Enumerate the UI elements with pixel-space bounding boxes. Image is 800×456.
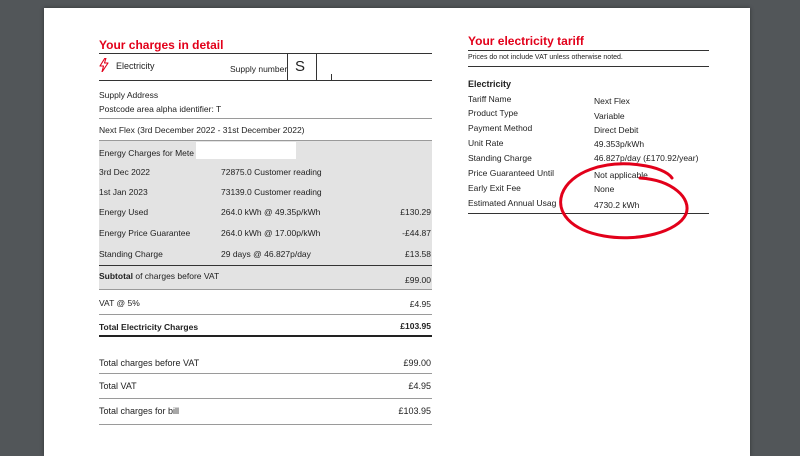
tariff-title: Your electricity tariff [468,34,584,48]
bill-page [44,8,750,456]
tariff-row-value: 46.827p/day (£170.92/year) [594,153,699,163]
tariff-row-label: Product Type [468,108,518,118]
summary-label: Total charges for bill [99,406,180,416]
tariff-row-value: Next Flex [594,96,630,106]
divider [99,314,432,315]
summary-amount: £99.00 [403,358,431,368]
row-label: 1st Jan 2023 [99,187,148,197]
postcode-label: Postcode area alpha identifier: T [99,104,222,114]
fuel-label: Electricity [116,61,155,71]
energy-charges-label: Energy Charges for Mete [99,148,194,158]
row-amount: -£44.87 [402,228,431,238]
divider [99,53,432,54]
tariff-row-value: None [594,184,615,194]
tariff-row-value: Variable [594,111,625,121]
row-label: 3rd Dec 2022 [99,167,151,177]
divider [99,424,432,425]
tariff-row-label: Payment Method [468,123,533,133]
tariff-row-label: Price Guaranteed Until [468,168,554,178]
divider [99,118,432,119]
tariff-row-label: Unit Rate [468,138,504,148]
supply-number-label: Supply number [230,64,288,74]
row-detail: 264.0 kWh @ 17.00p/kWh [221,228,321,238]
divider [468,66,709,67]
row-label: Energy Used [99,207,149,217]
redaction [196,142,296,159]
divider [99,265,432,266]
vat-label: VAT @ 5% [99,298,140,308]
tariff-section-heading: Electricity [468,79,512,89]
row-amount: £13.58 [405,249,431,259]
summary-amount: £4.95 [408,381,431,391]
vat-amount: £4.95 [409,299,431,309]
tariff-period: Next Flex (3rd December 2022 - 31st December 2022) [99,125,305,135]
row-amount: £130.29 [400,207,431,217]
divider [99,398,432,399]
lightning-bolt-icon [99,58,109,72]
row-detail: 264.0 kWh @ 49.35p/kWh [221,207,321,217]
divider [99,80,432,81]
subtotal-label-bold: Subtotal [99,271,133,281]
total-electricity-amount: £103.95 [400,321,431,331]
divider [99,289,432,290]
tariff-row-value: Not applicable [594,170,648,180]
summary-label: Total charges before VAT [99,358,200,368]
tariff-row-label: Estimated Annual Usag [468,198,557,208]
subtotal-amount: £99.00 [405,275,431,285]
summary-amount: £103.95 [398,406,431,416]
row-detail: 29 days @ 46.827p/day [221,249,311,259]
divider [468,213,709,214]
row-detail: 72875.0 Customer reading [221,167,322,177]
tariff-row-label: Tariff Name [468,94,512,104]
total-electricity-label: Total Electricity Charges [99,322,199,332]
tariff-row-label: Early Exit Fee [468,183,521,193]
tariff-row-value: 49.353p/kWh [594,139,645,149]
vat-note: Prices do not include VAT unless otherwise noted. [468,54,623,61]
divider [468,50,709,51]
tariff-row-value: Direct Debit [594,125,639,135]
divider [99,373,432,374]
tariff-row-label: Standing Charge [468,153,532,163]
row-label: Standing Charge [99,249,163,259]
row-label: Energy Price Guarantee [99,228,191,238]
subtotal-label [99,271,219,281]
supply-number-value: S [295,58,306,75]
redaction [562,194,592,212]
summary-label: Total VAT [99,381,137,391]
subtotal-label-rest: of charges before VAT [133,271,220,281]
row-detail: 73139.0 Customer reading [221,187,322,197]
divider-thick [99,335,432,337]
supply-address-label: Supply Address [99,90,159,100]
tariff-row-value: 4730.2 kWh [594,200,640,210]
charges-title: Your charges in detail [99,38,224,52]
